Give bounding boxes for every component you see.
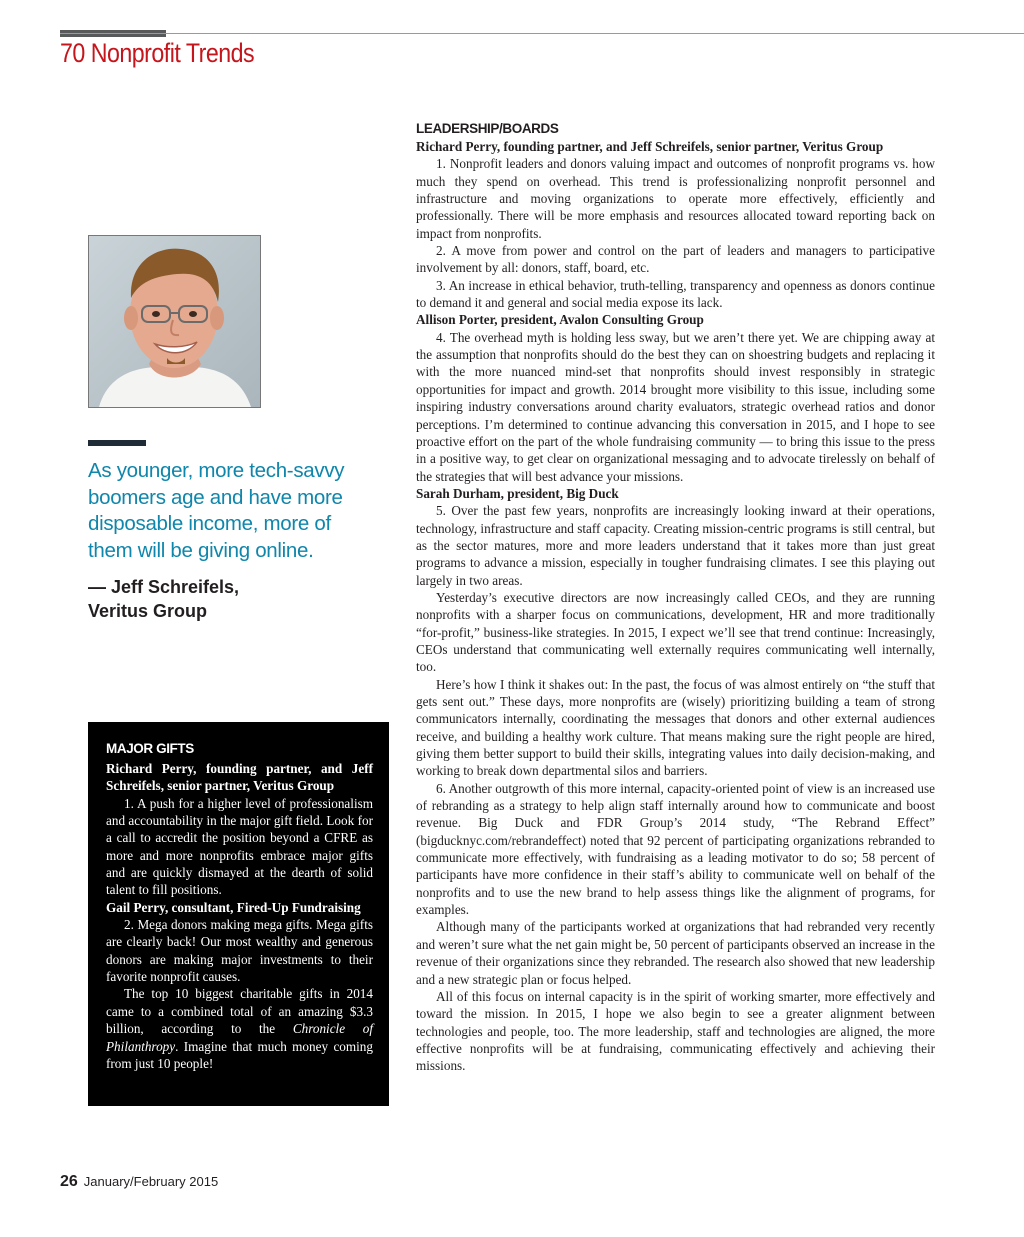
article-paragraph: Yesterday’s executive directors are now increasingly called CEOs, and they are running nonprofits with a sharper focus on communications, development, HR and more traditionally “for-profit,” business-like strategies. In 2015, I expect we’ll see that trend continue: Increasingly, CEOs understand that communicating well externally requires communicating well internally, too. — [416, 589, 935, 675]
article-heading: LEADERSHIP/BOARDS — [416, 121, 559, 136]
article-paragraph: 4. The overhead myth is holding less sway, but we aren’t there yet. We are chipping away at the assumption that nonprofits should do the best they can on shoestring budgets and replacing it with the more nuanced mind-set that nonprofits should invest responsibly in strategic opportunities for impact and growth. 2014 brought more visibility to this issue, including some inspiring industry conversations around charity evaluators, strategic overhead ratios and donor perceptions. I’m determined to continue advancing this conversation in 2015, and I hope to see proactive effort on the part of the whole fundraising community — to bring this issue to the press in a positive way, to get clear on organizational messaging and to advocate tirelessly on behalf of the strategies that will best advance your missions. — [416, 329, 935, 484]
article-credit: Richard Perry, founding partner, and Jeff Schreifels, senior partner, Veritus Group — [416, 139, 884, 154]
pull-quote-attribution-name: — Jeff Schreifels, — [88, 577, 240, 597]
article-paragraph: 2. A move from power and control on the part of leaders and managers to participative involvement by all: donors, staff, board, etc. — [416, 243, 935, 276]
article-paragraph: 3. An increase in ethical behavior, truth-telling, transparency and openness as donors continue to demand it and general and social media expose its lack. — [416, 277, 935, 311]
publication-title: Chronicle of Philanthropy — [106, 1021, 374, 1054]
sidebar-heading: MAJOR GIFTS — [106, 741, 194, 756]
portrait-illustration — [89, 236, 260, 407]
article-paragraph: 1. Nonprofit leaders and donors valuing impact and outcomes of nonprofit programs vs. how much they spend on overhead. This trend is professionalizing nonprofit personnel and infrastructure and moving organizations to operate more effectively, efficiently and professionally. There will be more emphasis and resources allocated toward reporting back on impact from nonprofits. — [416, 156, 935, 241]
author-photo — [88, 235, 261, 408]
major-gifts-sidebar — [88, 722, 389, 1106]
page-section-title: 70 Nonprofit Trends — [60, 38, 255, 68]
article-paragraph: All of this focus on internal capacity is in the spirit of working smarter, more effectively and toward the mission. In 2015, I hope we also begin to see a greater alignment between technologies and people, too. The more leadership, staff and technologies are aligned, the more effective nonprofits will be at fundraising, communicating effectively and achieving their missions. — [416, 988, 935, 1074]
article-credit: Sarah Durham, president, Big Duck — [416, 485, 619, 501]
sidebar-text-run: The top 10 biggest charitable gifts in 2014 came to a combined total of an amazing $3.3 billion, according to the — [106, 986, 373, 1037]
page-footer — [60, 1173, 218, 1191]
header-rule — [60, 33, 1024, 34]
pull-quote: As younger, more tech-savvy boomers age and have more disposable income, more of them will be giving online. — [88, 459, 345, 562]
pull-quote-accent-bar — [88, 440, 146, 446]
sidebar-paragraph: 1. A push for a higher level of professionalism and accountability in the major gift field. Look for a call to accredit the position beyond a CFRE as more and more nonprofits embrace major gifts and are quickly dismayed at the dearth of solid talent to fill positions. — [106, 795, 373, 898]
sidebar-credit: Gail Perry, consultant, Fired-Up Fundraising — [106, 899, 361, 915]
page-number: 26 — [60, 1173, 78, 1190]
pull-quote-attribution — [88, 575, 368, 623]
pull-quote-attribution-org: Veritus Group — [88, 601, 208, 621]
article-credit: Allison Porter, president, Avalon Consulting Group — [416, 312, 704, 328]
article-paragraph: Although many of the participants worked at organizations that had rebranded very recently and weren’t sure what the net gain might be, 50 percent of participants observed an increase in the revenue of their organizations since they rebranded. The research also showed that new leadership and a new strategic plan or focus helped. — [416, 919, 935, 987]
article-paragraph: Here’s how I think it shakes out: In the past, the focus of was almost entirely on “the stuff that gets sent out.” These days, more nonprofits are (wisely) prioritizing building a team of strong communicators internally, coordinating the messages that donors and other external audiences receive, and building a healthy work culture. That means making sure the right people are hired, giving them better support to build their skills, integrating values into daily decision-making, and working to break down departmental silos and barriers. — [416, 676, 935, 779]
sidebar-credit: Richard Perry, founding partner, and Jeff Schreifels, senior partner, Veritus Group — [106, 761, 373, 794]
leadership-boards-article — [416, 120, 935, 1075]
sidebar-paragraph — [106, 985, 373, 1072]
sidebar-paragraph: 2. Mega donors making mega gifts. Mega gifts are clearly back! Our most wealthy and generous donors are making major investments to their favorite nonprofit causes. — [106, 917, 373, 985]
article-paragraph: 5. Over the past few years, nonprofits are increasingly looking inward at their operations, technology, infrastructure and staff capacity. Creating mission-centric programs is still central, but as the sector matures, more and more leaders understand that it takes more than just great programs to advance a mission, especially in tougher fundraising climates. I see this playing out largely in two areas. — [416, 503, 935, 588]
issue-date: January/February 2015 — [83, 1174, 219, 1189]
sidebar-text-run: . Imagine that much money coming from just 10 people! — [106, 1038, 373, 1071]
article-paragraph: 6. Another outgrowth of this more internal, capacity-oriented point of view is an increased use of rebranding as a strategy to help align staff internally around how to communicate and boost revenue. Big Duck and FDR Group’s 2014 study, “The Rebrand Effect” (bigducknyc.com/rebrandeffect) noted that 92 percent of participating organizations rebranded to communicate more effectively, with fundraising as a leading motivator to do so; 58 percent of participants have more confidence in their staff’s ability to communicate well on behalf of the nonprofits and to use the new brand to help assess things like the alignment of programs, for examples. — [416, 780, 935, 918]
